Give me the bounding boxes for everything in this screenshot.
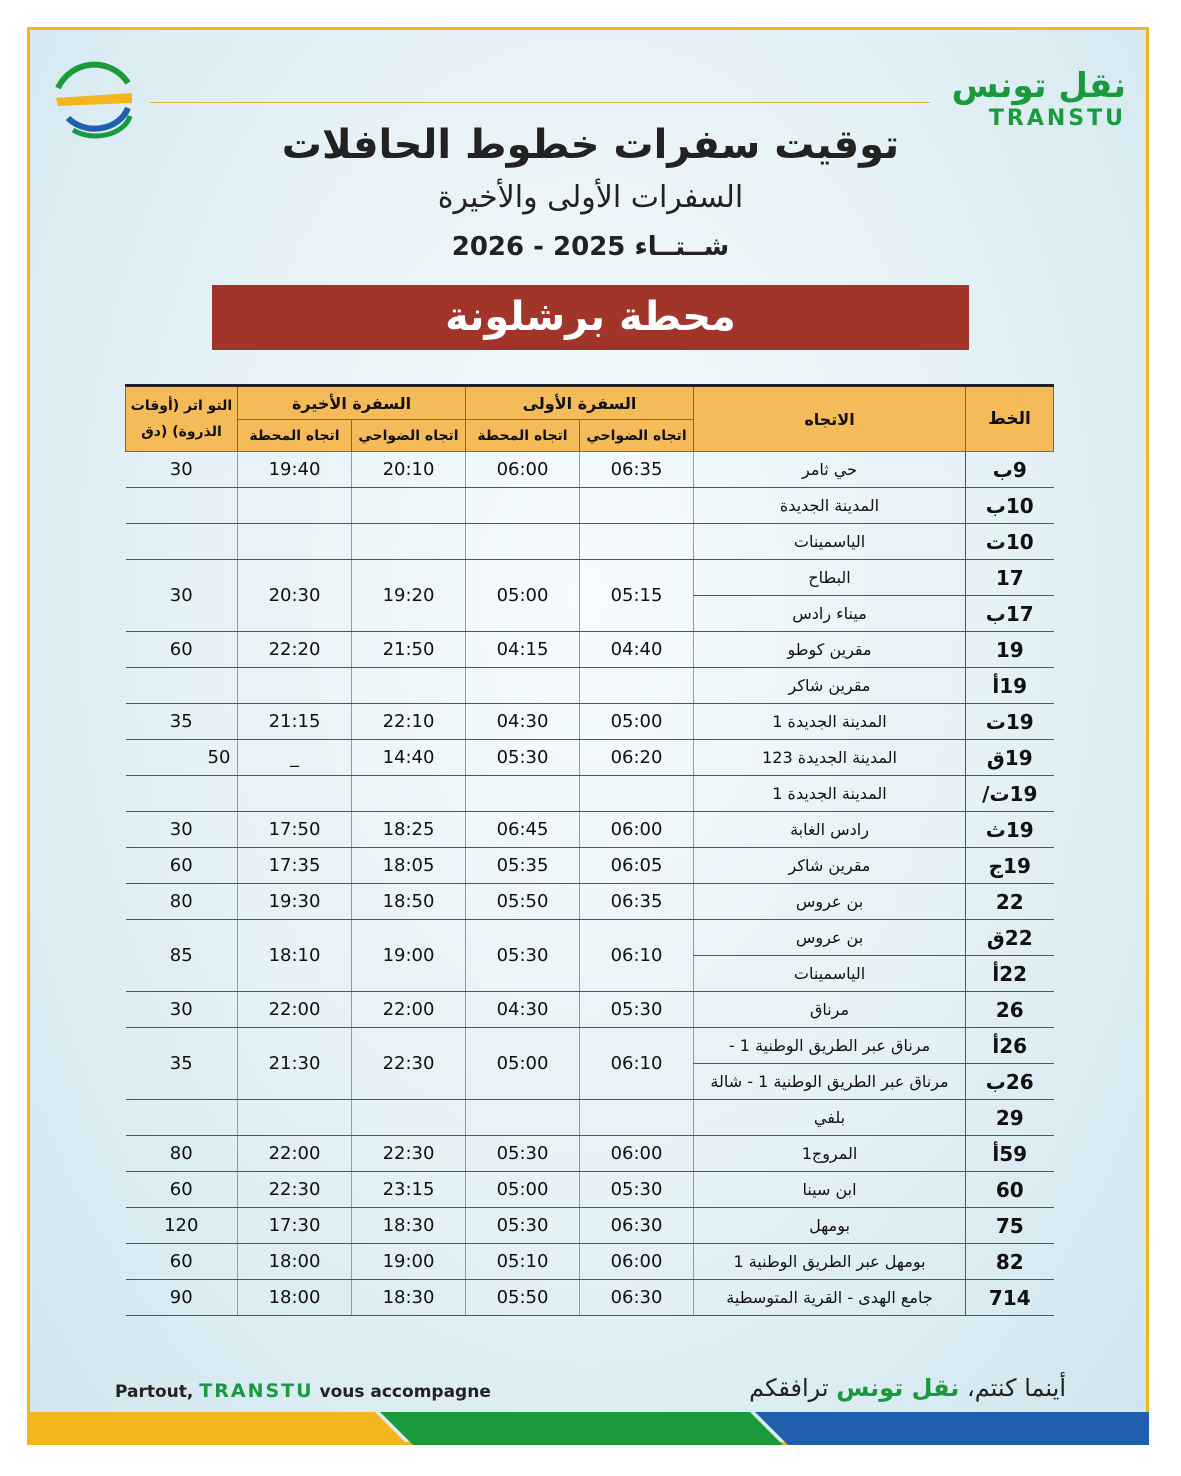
last-to-suburbs-cell: 19:20: [352, 560, 466, 632]
header-last-trip: السفرة الأخيرة: [238, 386, 466, 420]
direction-cell: المدينة الجديدة: [694, 488, 966, 524]
last-to-suburbs-cell: 19:00: [352, 920, 466, 992]
first-to-station-cell: [466, 488, 580, 524]
line-number-cell: 22أ: [966, 956, 1054, 992]
header-first-trip: السفرة الأولى: [466, 386, 694, 420]
last-to-station-cell: 21:30: [238, 1028, 352, 1100]
frequency-cell: 60: [126, 632, 238, 668]
first-to-suburbs-cell: 06:00: [580, 812, 694, 848]
first-to-station-cell: 05:50: [466, 884, 580, 920]
first-to-suburbs-cell: [580, 668, 694, 704]
last-to-station-cell: 17:50: [238, 812, 352, 848]
last-to-station-cell: [238, 524, 352, 560]
direction-cell: بومهل: [694, 1208, 966, 1244]
table-row: [126, 1136, 1054, 1172]
table-row: [126, 452, 1054, 488]
last-to-station-cell: 22:00: [238, 1136, 352, 1172]
frequency-cell: [126, 776, 238, 812]
table-row: [126, 776, 1054, 812]
direction-cell: المدينة الجديدة 1: [694, 704, 966, 740]
season-label: شــتــاء 2025 - 2026: [451, 232, 730, 262]
line-number-cell: 26ب: [966, 1064, 1054, 1100]
footer-color-stripes: [30, 1412, 1149, 1445]
first-to-station-cell: 04:30: [466, 704, 580, 740]
first-to-suburbs-cell: 06:20: [580, 740, 694, 776]
line-number-cell: 9ب: [966, 452, 1054, 488]
last-to-station-cell: [238, 488, 352, 524]
line-number-cell: 22ق: [966, 920, 1054, 956]
frequency-cell: [126, 524, 238, 560]
direction-cell: بومهل عبر الطريق الوطنية 1: [694, 1244, 966, 1280]
table-row: [126, 884, 1054, 920]
table-row: [126, 524, 1054, 560]
table-row: [126, 920, 1054, 956]
frequency-cell: 60: [126, 1172, 238, 1208]
frequency-cell: 35: [126, 704, 238, 740]
table-row: [126, 740, 1054, 776]
first-to-suburbs-cell: 06:05: [580, 848, 694, 884]
first-to-station-cell: 05:30: [466, 1136, 580, 1172]
last-to-suburbs-cell: 18:05: [352, 848, 466, 884]
first-to-suburbs-cell: 06:35: [580, 884, 694, 920]
header-last-to-suburbs: اتجاه الضواحي: [352, 420, 466, 452]
last-to-suburbs-cell: 19:00: [352, 1244, 466, 1280]
frequency-cell: 85: [126, 920, 238, 992]
line-number-cell: 26أ: [966, 1028, 1054, 1064]
last-to-station-cell: 21:15: [238, 704, 352, 740]
direction-cell: مرناق: [694, 992, 966, 1028]
line-number-cell: 59أ: [966, 1136, 1054, 1172]
frequency-cell: 30: [126, 812, 238, 848]
footer-french: [115, 1380, 491, 1402]
frequency-cell: [126, 488, 238, 524]
line-number-cell: 19ق: [966, 740, 1054, 776]
header-direction: الاتجاه: [694, 386, 966, 452]
last-to-station-cell: 19:40: [238, 452, 352, 488]
header-first-to-station: اتجاه المحطة: [466, 420, 580, 452]
station-banner: محطة برشلونة: [212, 285, 969, 350]
line-number-cell: 10ت: [966, 524, 1054, 560]
footer-ar-suffix: ترافقكم: [749, 1374, 829, 1402]
last-to-suburbs-cell: 18:30: [352, 1280, 466, 1316]
last-to-suburbs-cell: [352, 776, 466, 812]
frequency-cell: 35: [126, 1028, 238, 1100]
line-number-cell: 17ب: [966, 596, 1054, 632]
last-to-station-cell: 18:00: [238, 1244, 352, 1280]
header-frequency-line1: التو اتر (أوقات: [130, 398, 233, 414]
first-to-suburbs-cell: 06:00: [580, 1244, 694, 1280]
last-to-suburbs-cell: 18:25: [352, 812, 466, 848]
last-to-suburbs-cell: 22:30: [352, 1136, 466, 1172]
footer-ar-prefix: أينما كنتم،: [966, 1374, 1066, 1402]
last-to-station-cell: 18:00: [238, 1280, 352, 1316]
direction-cell: ابن سينا: [694, 1172, 966, 1208]
last-to-suburbs-cell: [352, 524, 466, 560]
first-to-station-cell: 05:10: [466, 1244, 580, 1280]
first-to-station-cell: 05:00: [466, 1028, 580, 1100]
footer-fr-brand: TRANSTU: [199, 1380, 314, 1402]
last-to-suburbs-cell: 20:10: [352, 452, 466, 488]
table-row: [126, 1244, 1054, 1280]
line-number-cell: 714: [966, 1280, 1054, 1316]
last-to-station-cell: 20:30: [238, 560, 352, 632]
first-to-suburbs-cell: 06:10: [580, 920, 694, 992]
page-subtitle: السفرات الأولى والأخيرة: [437, 180, 744, 215]
last-to-station-cell: 22:00: [238, 992, 352, 1028]
frequency-cell: 60: [126, 848, 238, 884]
direction-cell: مرناق عبر الطريق الوطنية 1 - شالة: [694, 1064, 966, 1100]
first-to-station-cell: 05:35: [466, 848, 580, 884]
frequency-cell: 90: [126, 1280, 238, 1316]
first-to-suburbs-cell: 06:30: [580, 1280, 694, 1316]
schedule-table: [125, 384, 1054, 1316]
first-to-suburbs-cell: [580, 524, 694, 560]
header-frequency: [126, 386, 238, 452]
last-to-suburbs-cell: 21:50: [352, 632, 466, 668]
last-to-suburbs-cell: 22:10: [352, 704, 466, 740]
last-to-station-cell: [238, 668, 352, 704]
first-to-station-cell: 04:15: [466, 632, 580, 668]
first-to-station-cell: 05:50: [466, 1280, 580, 1316]
direction-cell: ميناء رادس: [694, 596, 966, 632]
last-to-station-cell: 17:35: [238, 848, 352, 884]
first-to-suburbs-cell: 05:15: [580, 560, 694, 632]
last-to-station-cell: 19:30: [238, 884, 352, 920]
table-row: [126, 632, 1054, 668]
frequency-cell: 50: [126, 740, 238, 776]
first-to-suburbs-cell: 05:00: [580, 704, 694, 740]
frequency-cell: [126, 668, 238, 704]
table-row: [126, 1208, 1054, 1244]
table-row: [126, 488, 1054, 524]
line-number-cell: 19ج: [966, 848, 1054, 884]
frequency-cell: 80: [126, 1136, 238, 1172]
direction-cell: مقرين شاكر: [694, 848, 966, 884]
frequency-cell: 30: [126, 992, 238, 1028]
footer-fr-suffix: vous accompagne: [319, 1382, 491, 1402]
header-last-to-station: اتجاه المحطة: [238, 420, 352, 452]
last-to-suburbs-cell: 23:15: [352, 1172, 466, 1208]
first-to-station-cell: [466, 776, 580, 812]
first-to-suburbs-cell: 06:35: [580, 452, 694, 488]
frequency-cell: 120: [126, 1208, 238, 1244]
first-to-suburbs-cell: 06:10: [580, 1028, 694, 1100]
first-to-station-cell: [466, 668, 580, 704]
header-divider: [150, 102, 930, 103]
header-frequency-line2: الذروة) (دق: [141, 424, 222, 440]
direction-cell: المدينة الجديدة 1: [694, 776, 966, 812]
first-to-suburbs-cell: 06:00: [580, 1136, 694, 1172]
schedule-rows: [126, 452, 1054, 1316]
frequency-cell: [126, 1100, 238, 1136]
line-number-cell: 19ث: [966, 812, 1054, 848]
last-to-station-cell: _: [238, 740, 352, 776]
direction-cell: الياسمينات: [694, 956, 966, 992]
line-number-cell: 10ب: [966, 488, 1054, 524]
direction-cell: بن عروس: [694, 920, 966, 956]
table-row: [126, 1028, 1054, 1064]
line-number-cell: 60: [966, 1172, 1054, 1208]
last-to-suburbs-cell: 14:40: [352, 740, 466, 776]
direction-cell: رادس الغابة: [694, 812, 966, 848]
table-row: [126, 560, 1054, 596]
line-number-cell: 17: [966, 560, 1054, 596]
frequency-cell: 30: [126, 560, 238, 632]
direction-cell: المدينة الجديدة 123: [694, 740, 966, 776]
direction-cell: بلفي: [694, 1100, 966, 1136]
direction-cell: مرناق عبر الطريق الوطنية 1 -: [694, 1028, 966, 1064]
direction-cell: بن عروس: [694, 884, 966, 920]
line-number-cell: 26: [966, 992, 1054, 1028]
last-to-suburbs-cell: 22:00: [352, 992, 466, 1028]
page-title: توقيت سفرات خطوط الحافلات: [281, 122, 900, 168]
first-to-station-cell: [466, 1100, 580, 1136]
frequency-cell: 30: [126, 452, 238, 488]
table-row: [126, 668, 1054, 704]
brand-latin: TRANSTU: [988, 106, 1126, 131]
brand-arabic: نقل تونس: [951, 66, 1126, 106]
line-number-cell: 82: [966, 1244, 1054, 1280]
frequency-cell: 60: [126, 1244, 238, 1280]
line-number-cell: 22: [966, 884, 1054, 920]
line-number-cell: 19ت: [966, 704, 1054, 740]
table-row: [126, 848, 1054, 884]
last-to-suburbs-cell: [352, 488, 466, 524]
table-row: [126, 812, 1054, 848]
first-to-station-cell: 05:00: [466, 1172, 580, 1208]
first-to-suburbs-cell: 05:30: [580, 992, 694, 1028]
first-to-suburbs-cell: [580, 776, 694, 812]
direction-cell: حي ثامر: [694, 452, 966, 488]
first-to-station-cell: [466, 524, 580, 560]
last-to-station-cell: [238, 776, 352, 812]
last-to-station-cell: [238, 1100, 352, 1136]
direction-cell: البطاح: [694, 560, 966, 596]
table-row: [126, 704, 1054, 740]
first-to-suburbs-cell: [580, 488, 694, 524]
first-to-suburbs-cell: 06:30: [580, 1208, 694, 1244]
first-to-suburbs-cell: 05:30: [580, 1172, 694, 1208]
last-to-suburbs-cell: 22:30: [352, 1028, 466, 1100]
last-to-suburbs-cell: [352, 668, 466, 704]
direction-cell: مقرين كوطو: [694, 632, 966, 668]
table-row: [126, 1100, 1054, 1136]
first-to-suburbs-cell: [580, 1100, 694, 1136]
line-number-cell: 29: [966, 1100, 1054, 1136]
first-to-station-cell: 04:30: [466, 992, 580, 1028]
table-row: [126, 1280, 1054, 1316]
first-to-station-cell: 06:45: [466, 812, 580, 848]
first-to-station-cell: 05:30: [466, 740, 580, 776]
last-to-station-cell: 22:30: [238, 1172, 352, 1208]
first-to-station-cell: 05:30: [466, 1208, 580, 1244]
first-to-station-cell: 05:00: [466, 560, 580, 632]
table-row: [126, 992, 1054, 1028]
first-to-suburbs-cell: 04:40: [580, 632, 694, 668]
footer-arabic: [749, 1374, 1066, 1402]
first-to-station-cell: 06:00: [466, 452, 580, 488]
direction-cell: جامع الهدى - القرية المتوسطية: [694, 1280, 966, 1316]
line-number-cell: 19: [966, 632, 1054, 668]
last-to-station-cell: 17:30: [238, 1208, 352, 1244]
header-first-to-suburbs: اتجاه الضواحي: [580, 420, 694, 452]
line-number-cell: 75: [966, 1208, 1054, 1244]
table-row: [126, 1172, 1054, 1208]
direction-cell: الياسمينات: [694, 524, 966, 560]
footer-fr-prefix: Partout,: [115, 1382, 194, 1402]
footer-ar-brand: نقل تونس: [836, 1374, 960, 1402]
first-to-station-cell: 05:30: [466, 920, 580, 992]
last-to-suburbs-cell: 18:50: [352, 884, 466, 920]
direction-cell: مقرين شاكر: [694, 668, 966, 704]
line-number-cell: 19أ: [966, 668, 1054, 704]
line-number-cell: 19ت/: [966, 776, 1054, 812]
header-line: الخط: [966, 386, 1054, 452]
last-to-station-cell: 22:20: [238, 632, 352, 668]
last-to-suburbs-cell: [352, 1100, 466, 1136]
last-to-station-cell: 18:10: [238, 920, 352, 992]
frequency-cell: 80: [126, 884, 238, 920]
last-to-suburbs-cell: 18:30: [352, 1208, 466, 1244]
direction-cell: المروج1: [694, 1136, 966, 1172]
